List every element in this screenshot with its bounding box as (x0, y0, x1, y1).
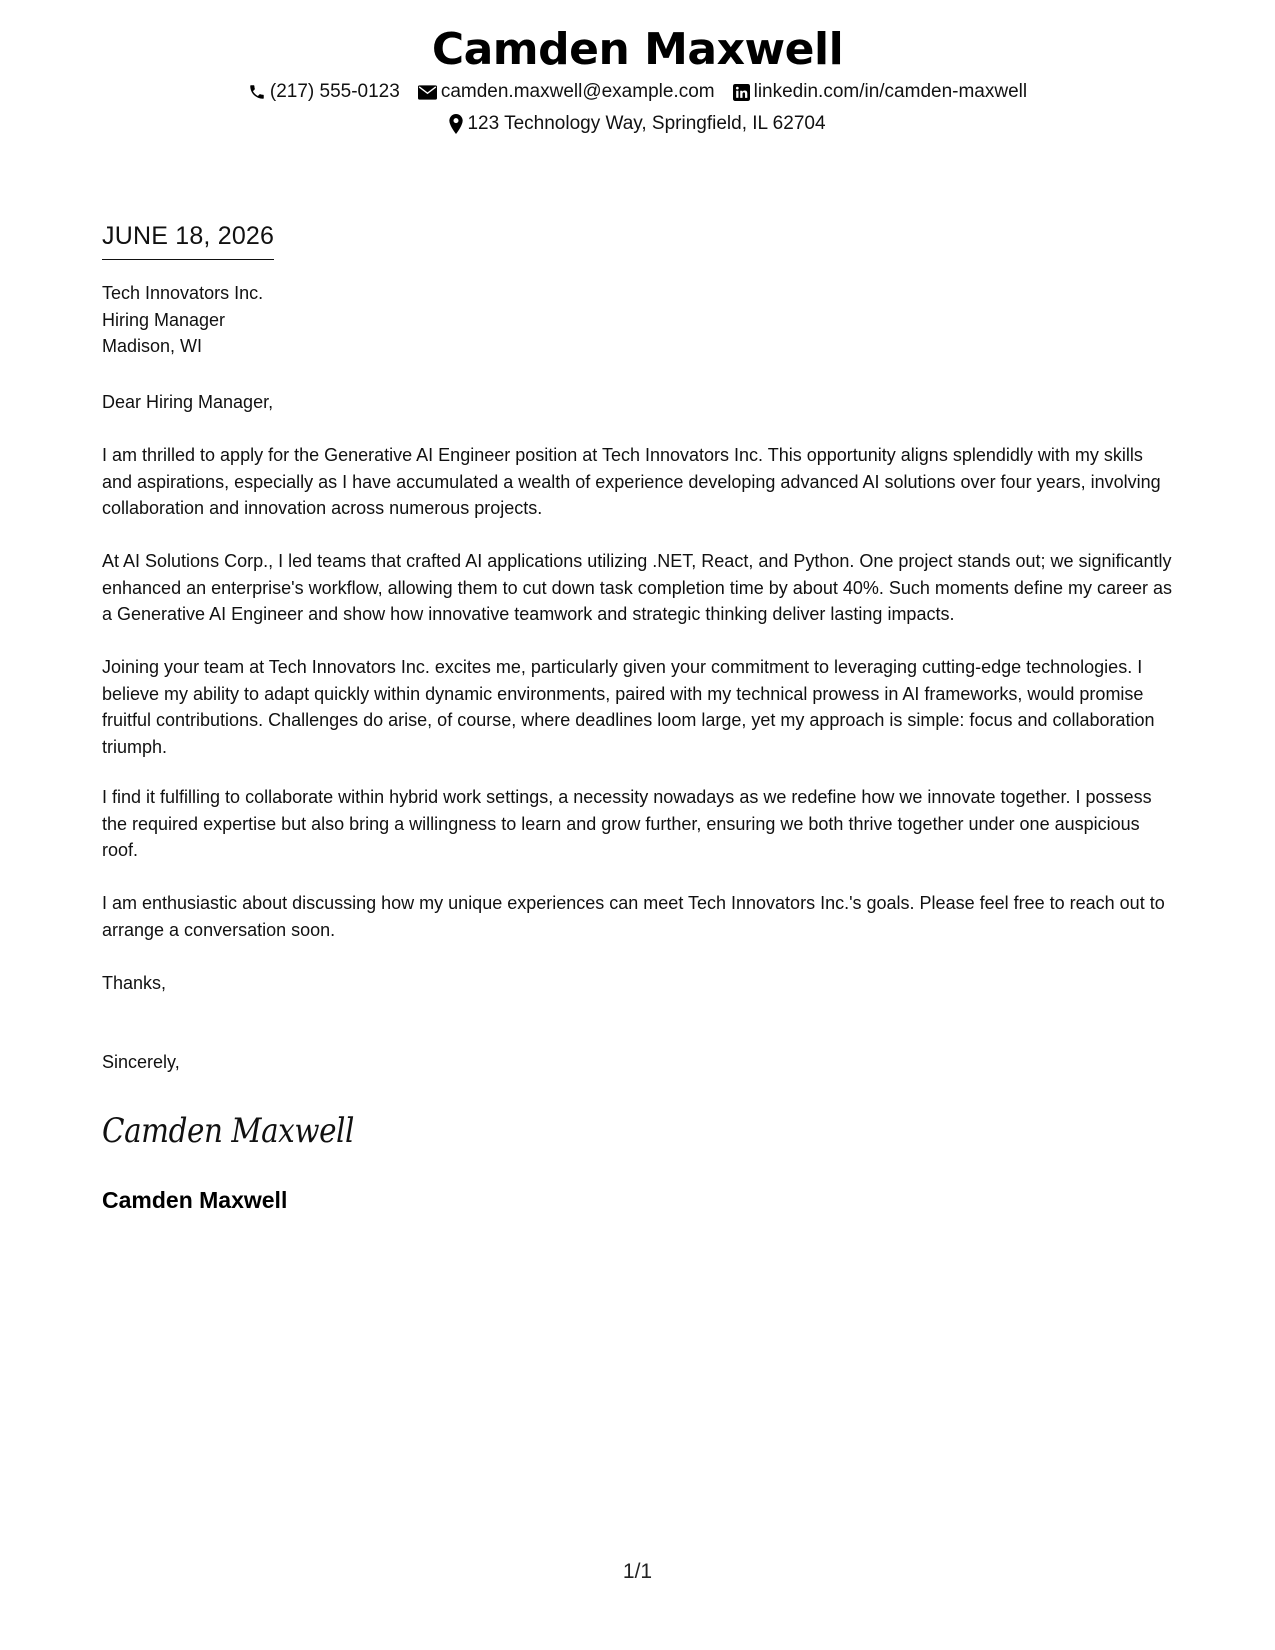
email-address: camden.maxwell@example.com (440, 81, 715, 102)
applicant-name: Camden Maxwell (431, 24, 844, 75)
phone-number: (217) 555-0123 (269, 81, 400, 102)
street-address: 123 Technology Way, Springfield, IL 62704 (467, 113, 826, 134)
recipient-block (102, 280, 1177, 360)
recipient-title: Hiring Manager (102, 309, 226, 330)
thanks-line: Thanks, (102, 973, 167, 993)
signed-name: Camden Maxwell (102, 1187, 288, 1213)
body-paragraph-3: Joining your team at Tech Innovators Inc. excites me, particularly given your commitment to leveraging cutting-edge technologies. I believe my ability to adapt quickly within dynamic environments, paired with my technical prowess in AI frameworks, would promise fruitful contributions. Challenges do arise, of course, where deadlines loom large, yet my approach is simple: focus and collaboration triumph. (102, 657, 1155, 757)
body-paragraph-4: I find it fulfilling to collaborate within hybrid work settings, a necessity nowadays as we redefine how we innovate together. I possess the required expertise but also bring a willingness to learn and grow further, ensuring we both thrive together under one auspicious roof. (102, 787, 1152, 860)
handwritten-signature (100, 1108, 370, 1159)
contact-linkedin (733, 81, 1028, 103)
contact-phone (248, 81, 400, 103)
map-marker-icon (449, 114, 463, 134)
page-number: 1/1 (622, 1560, 653, 1583)
letter-date: JUNE 18, 2026 (102, 222, 274, 260)
closing-line: Sincerely, (102, 1052, 180, 1072)
phone-icon (248, 83, 266, 101)
contact-email (418, 81, 715, 103)
linkedin-url: linkedin.com/in/camden-maxwell (753, 81, 1028, 102)
envelope-icon (418, 85, 437, 100)
signature-script: Camden Maxwell (102, 1111, 354, 1151)
contact-info-row (0, 79, 1275, 105)
body-paragraph-2: At AI Solutions Corp., I led teams that crafted AI applications utilizing .NET, React, and Python. One project stands out; we significantly enhanced an enterprise's workflow, allowing them to cut down task completion time by about 40%. Such moments define my career as a Generative AI Engineer and show how innovative teamwork and strategic thinking deliver lasting impacts. (102, 551, 1172, 624)
body-paragraph-1: I am thrilled to apply for the Generative AI Engineer position at Tech Innovators Inc. This opportunity aligns splendidly with my skills and aspirations, especially as I have accumulated a wealth of experience developing advanced AI solutions over four years, involving collaboration and innovation across numerous projects. (102, 445, 1161, 518)
contact-address (449, 113, 825, 135)
linkedin-icon (733, 84, 750, 101)
address-row (0, 111, 1275, 137)
body-paragraph-5: I am enthusiastic about discussing how my unique experiences can meet Tech Innovators Inc.'s goals. Please feel free to reach out to arrange a conversation soon. (102, 893, 1165, 940)
salutation: Dear Hiring Manager, (102, 392, 274, 412)
recipient-location: Madison, WI (102, 336, 203, 356)
recipient-company: Tech Innovators Inc. (102, 283, 264, 303)
